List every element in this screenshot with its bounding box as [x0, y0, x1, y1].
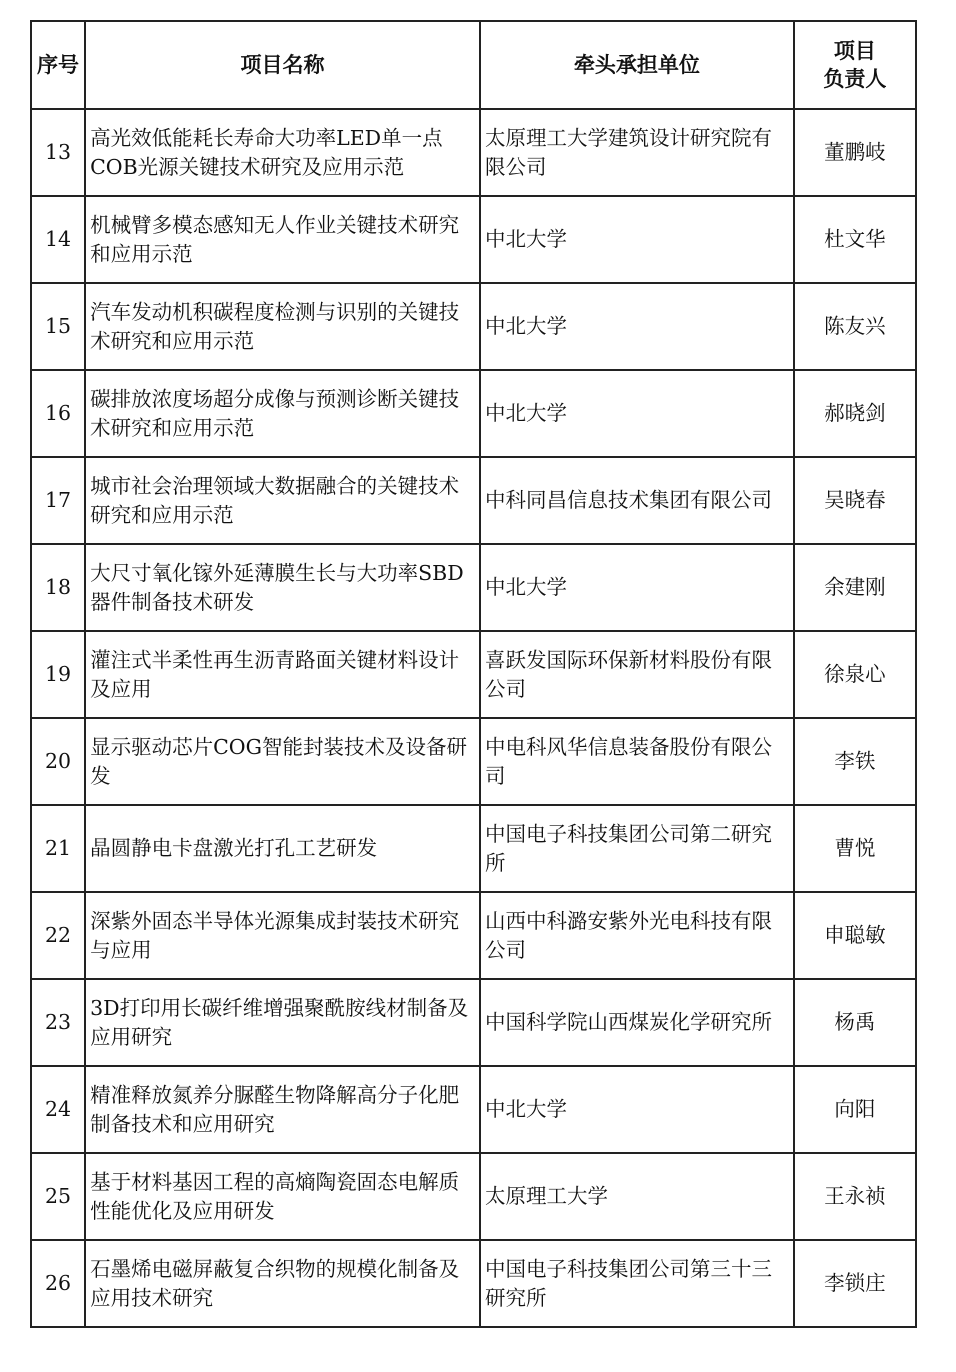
row-lead-unit: 中北大学 — [480, 196, 794, 283]
row-leader: 余建刚 — [794, 544, 916, 631]
row-project-name: 深紫外固态半导体光源集成封装技术研究与应用 — [85, 892, 480, 979]
row-lead-unit: 山西中科潞安紫外光电科技有限公司 — [480, 892, 794, 979]
table-row — [31, 196, 916, 283]
row-seq: 18 — [31, 544, 85, 631]
row-lead-unit: 中北大学 — [480, 283, 794, 370]
row-project-name: 汽车发动机积碳程度检测与识别的关键技术研究和应用示范 — [85, 283, 480, 370]
row-project-name: 基于材料基因工程的高熵陶瓷固态电解质性能优化及应用研发 — [85, 1153, 480, 1240]
row-project-name: 大尺寸氧化镓外延薄膜生长与大功率SBD器件制备技术研发 — [85, 544, 480, 631]
row-lead-unit: 中科同昌信息技术集团有限公司 — [480, 457, 794, 544]
row-seq: 23 — [31, 979, 85, 1066]
row-leader: 申聪敏 — [794, 892, 916, 979]
row-leader: 曹悦 — [794, 805, 916, 892]
row-seq: 17 — [31, 457, 85, 544]
row-lead-unit: 中北大学 — [480, 1066, 794, 1153]
row-lead-unit: 太原理工大学建筑设计研究院有限公司 — [480, 109, 794, 196]
header-lead-unit: 牵头承担单位 — [480, 21, 794, 109]
row-project-name: 晶圆静电卡盘激光打孔工艺研发 — [85, 805, 480, 892]
header-row — [31, 21, 916, 109]
row-project-name: 城市社会治理领域大数据融合的关键技术研究和应用示范 — [85, 457, 480, 544]
row-seq: 13 — [31, 109, 85, 196]
header-project-name: 项目名称 — [85, 21, 480, 109]
row-lead-unit: 中电科风华信息装备股份有限公司 — [480, 718, 794, 805]
row-project-name: 机械臂多模态感知无人作业关键技术研究和应用示范 — [85, 196, 480, 283]
row-lead-unit: 中北大学 — [480, 370, 794, 457]
row-project-name: 3D打印用长碳纤维增强聚酰胺线材制备及应用研究 — [85, 979, 480, 1066]
row-lead-unit: 太原理工大学 — [480, 1153, 794, 1240]
row-project-name: 碳排放浓度场超分成像与预测诊断关键技术研究和应用示范 — [85, 370, 480, 457]
header-project-leader — [794, 21, 916, 109]
row-seq: 24 — [31, 1066, 85, 1153]
row-leader: 李铁 — [794, 718, 916, 805]
row-seq: 22 — [31, 892, 85, 979]
table-row — [31, 1066, 916, 1153]
table-row — [31, 283, 916, 370]
table-body — [31, 109, 916, 1327]
row-leader: 王永祯 — [794, 1153, 916, 1240]
row-leader: 陈友兴 — [794, 283, 916, 370]
table-row — [31, 457, 916, 544]
header-seq: 序号 — [31, 21, 85, 109]
row-seq: 21 — [31, 805, 85, 892]
row-seq: 20 — [31, 718, 85, 805]
row-leader: 杨禹 — [794, 979, 916, 1066]
row-project-name: 石墨烯电磁屏蔽复合织物的规模化制备及应用技术研究 — [85, 1240, 480, 1327]
table-row — [31, 370, 916, 457]
row-seq: 15 — [31, 283, 85, 370]
table-row — [31, 892, 916, 979]
row-project-name: 精准释放氮养分脲醛生物降解高分子化肥制备技术和应用研究 — [85, 1066, 480, 1153]
table-row — [31, 1240, 916, 1327]
table-row — [31, 979, 916, 1066]
row-project-name: 高光效低能耗长寿命大功率LED单一点COB光源关键技术研究及应用示范 — [85, 109, 480, 196]
row-leader: 董鹏岐 — [794, 109, 916, 196]
row-project-name: 灌注式半柔性再生沥青路面关键材料设计及应用 — [85, 631, 480, 718]
row-seq: 19 — [31, 631, 85, 718]
table-row — [31, 631, 916, 718]
row-seq: 26 — [31, 1240, 85, 1327]
row-leader: 李锁庄 — [794, 1240, 916, 1327]
row-lead-unit: 中北大学 — [480, 544, 794, 631]
row-leader: 郝晓剑 — [794, 370, 916, 457]
header-leader-line2: 负责人 — [823, 67, 887, 91]
project-table — [30, 20, 917, 1328]
header-leader-line1: 项目 — [833, 39, 876, 63]
row-leader: 吴晓春 — [794, 457, 916, 544]
row-leader: 徐泉心 — [794, 631, 916, 718]
table-row — [31, 109, 916, 196]
row-lead-unit: 中国电子科技集团公司第三十三研究所 — [480, 1240, 794, 1327]
row-seq: 14 — [31, 196, 85, 283]
row-project-name: 显示驱动芯片COG智能封装技术及设备研发 — [85, 718, 480, 805]
table-row — [31, 1153, 916, 1240]
row-lead-unit: 喜跃发国际环保新材料股份有限公司 — [480, 631, 794, 718]
table-row — [31, 718, 916, 805]
table-header — [31, 21, 916, 109]
table-row — [31, 544, 916, 631]
row-leader: 杜文华 — [794, 196, 916, 283]
row-seq: 16 — [31, 370, 85, 457]
row-lead-unit: 中国科学院山西煤炭化学研究所 — [480, 979, 794, 1066]
row-seq: 25 — [31, 1153, 85, 1240]
row-lead-unit: 中国电子科技集团公司第二研究所 — [480, 805, 794, 892]
table-row — [31, 805, 916, 892]
row-leader: 向阳 — [794, 1066, 916, 1153]
